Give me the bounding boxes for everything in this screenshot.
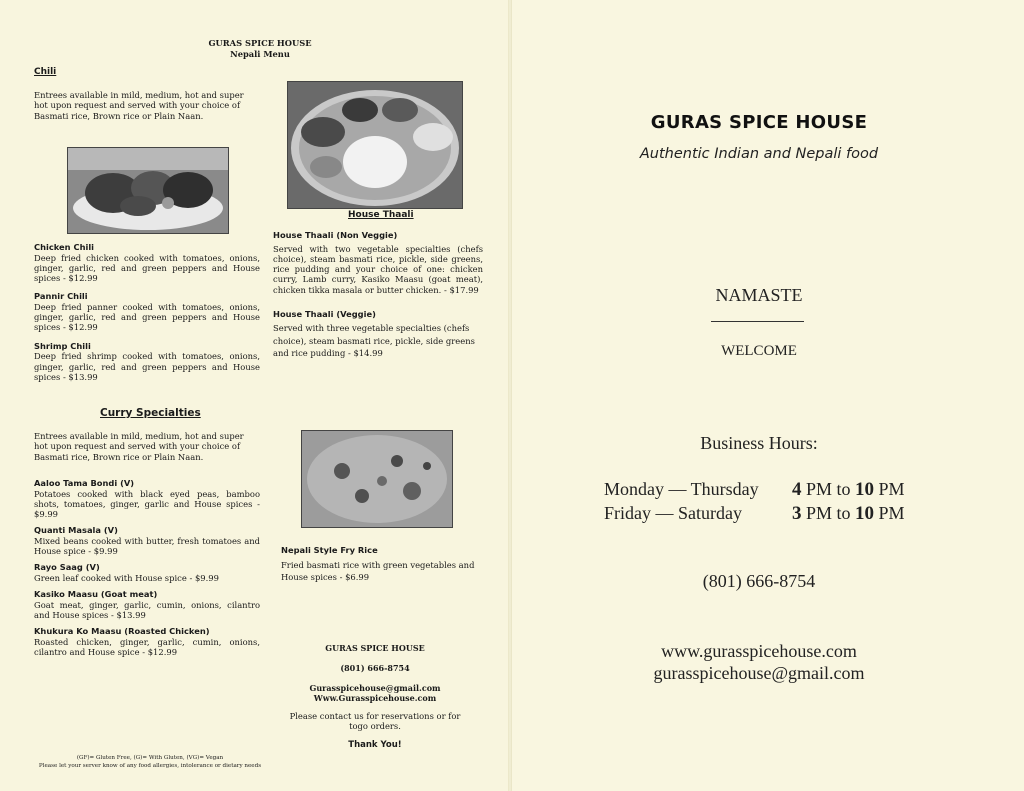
menu-item-desc: Fried basmati rice with green vegetables and House spices - $6.99: [281, 559, 475, 582]
hours-days: Monday — Thursday: [604, 479, 759, 499]
contact-phone: (801) 666-8754: [340, 663, 410, 673]
menu-item-desc: Potatoes cooked with black eyed peas, bamboo shots, tomatoes, ginger, garlic and House spices - $9.99: [34, 488, 260, 520]
cover-phone[interactable]: (801) 666-8754: [702, 571, 816, 591]
fry-rice-photo: [301, 430, 453, 528]
cover-title: GURAS SPICE HOUSE: [650, 112, 868, 133]
menu-item-desc: Roasted chicken, ginger, garlic, cumin, onions, cilantro and House spice - $12.99: [34, 636, 260, 658]
menu-item-name: House Thaali (Veggie): [273, 308, 376, 319]
menu-item: [34, 291, 260, 332]
menu-item-name: Quanti Masala (V): [34, 525, 118, 536]
menu-header-subtitle: Nepali Menu: [230, 49, 290, 59]
menu-item: [34, 341, 260, 382]
contact-email: Gurasspicehouse@gmail.com: [309, 683, 441, 693]
menu-item-desc: Goat meat, ginger, garlic, cumin, onions, cilantro and House spices - $13.99: [34, 599, 260, 621]
contact-block: [280, 643, 470, 750]
allergy-note: Please let your server know of any food allergies, intolerance or dietary needs: [38, 762, 262, 769]
cover-tagline: Authentic Indian and Nepali food: [639, 146, 879, 162]
hours-sep: PM to: [801, 503, 856, 523]
menu-item-name: Rayo Saag (V): [34, 562, 100, 573]
menu-header-title: GURAS SPICE HOUSE: [208, 38, 312, 48]
menu-item-desc: Deep fried panner cooked with tomatoes, onions, ginger, garlic, red and green peppers and House spices - $12.99: [34, 301, 260, 333]
chili-items: [34, 242, 260, 382]
menu-item: [273, 230, 483, 295]
curry-items: [34, 478, 260, 657]
menu-item-desc: Served with two vegetable specialties (chefs choice), steam basmati rice, pickle, side greens, rice pudding and your choice of one: chicken curry, Lamb curry, Kasiko Maasu (goat meat), chicken tikka masala or butter chicken. - $17.99: [273, 243, 483, 295]
hours-row: [604, 503, 934, 525]
divider: [711, 321, 804, 322]
hours-close: 10: [855, 479, 875, 500]
hours-unit: PM: [874, 503, 905, 523]
menu-item: [34, 626, 260, 657]
fry-rice-item: [281, 545, 481, 584]
welcome: WELCOME: [721, 343, 797, 359]
menu-item: [34, 589, 260, 620]
hours-heading: Business Hours:: [700, 433, 818, 453]
menu-item-desc: Green leaf cooked with House spice - $9.99: [34, 572, 219, 583]
contact-website: Www.Gurasspicehouse.com: [313, 693, 437, 703]
cover-email-link[interactable]: gurasspicehouse@gmail.com: [653, 663, 865, 683]
food-photo-icon: [302, 431, 452, 527]
hours-days: Friday — Saturday: [604, 503, 742, 523]
menu-item-desc: Deep fried shrimp cooked with tomatoes, onions, ginger, garlic, red and green peppers and House spices - $13.99: [34, 351, 260, 382]
menu-item-desc: Mixed beans cooked with butter, fresh tomatoes and House spice - $9.99: [34, 535, 260, 557]
hours-close: 10: [855, 503, 875, 524]
curry-intro: Entrees available in mild, medium, hot and super hot upon request and served with your choice of Basmati rice, Brown rice or Plain Naan.: [34, 431, 244, 462]
menu-item-name: Pannir Chili: [34, 291, 88, 302]
menu-item-name: Chicken Chili: [34, 242, 95, 252]
hours-open: 3: [792, 503, 802, 524]
menu-item-name: Nepali Style Fry Rice: [281, 545, 378, 555]
menu-item: [34, 525, 260, 556]
menu-item-name: Aaloo Tama Bondi (V): [34, 478, 135, 488]
house-thaali-photo: [287, 81, 463, 209]
menu-item: [34, 478, 260, 519]
food-photo-icon: [288, 82, 462, 208]
section-heading-chili: Chili: [34, 67, 57, 77]
menu-header: [160, 38, 360, 60]
hours-row: [604, 479, 934, 501]
menu-item: [34, 562, 260, 583]
menu-item-desc: Served with three vegetable specialties (chefs choice), steam basmati rice, pickle, side greens and rice pudding - $14.99: [273, 323, 475, 359]
menu-item-desc: Deep fried chicken cooked with tomatoes, onions, ginger, garlic, red and green peppers and House spices - $12.99: [34, 252, 260, 284]
menu-item-name: Kasiko Maasu (Goat meat): [34, 589, 158, 600]
hours-open: 4: [792, 479, 802, 500]
hours-unit: PM: [874, 479, 905, 499]
menu-item-name: Shrimp Chili: [34, 340, 91, 351]
cover-website-link[interactable]: www.gurasspicehouse.com: [661, 641, 857, 661]
food-photo-icon: [68, 148, 228, 233]
chicken-chili-photo: [67, 147, 229, 234]
diet-legend: (GF)= Gluten Free, (G)= With Gluten, (VG)= Vegan: [76, 755, 224, 761]
thank-you: Thank You!: [348, 739, 402, 750]
menu-item: [34, 242, 260, 283]
menu-item: [273, 309, 483, 360]
section-heading-curry-specialties: Curry Specialties: [100, 407, 201, 419]
section-heading-house-thaali: House Thaali: [348, 210, 414, 220]
thaali-items: [273, 230, 483, 360]
hours-sep: PM to: [801, 479, 856, 499]
menu-item-name: Khukura Ko Maasu (Roasted Chicken): [34, 626, 210, 637]
menu-footer: [30, 755, 270, 770]
menu-item-name: House Thaali (Non Veggie): [273, 230, 398, 240]
contact-name: GURAS SPICE HOUSE: [325, 643, 425, 653]
contact-note: Please contact us for reservations or for togo orders.: [289, 711, 461, 732]
cover-contact: [512, 640, 1006, 684]
menu-inner-page: [0, 0, 510, 791]
greeting: NAMASTE: [715, 285, 803, 305]
menu-cover-page: [512, 0, 1024, 791]
chili-intro: Entrees available in mild, medium, hot and super hot upon request and served with your choice of Basmati rice, Brown rice or Plain Naan.: [34, 90, 244, 121]
